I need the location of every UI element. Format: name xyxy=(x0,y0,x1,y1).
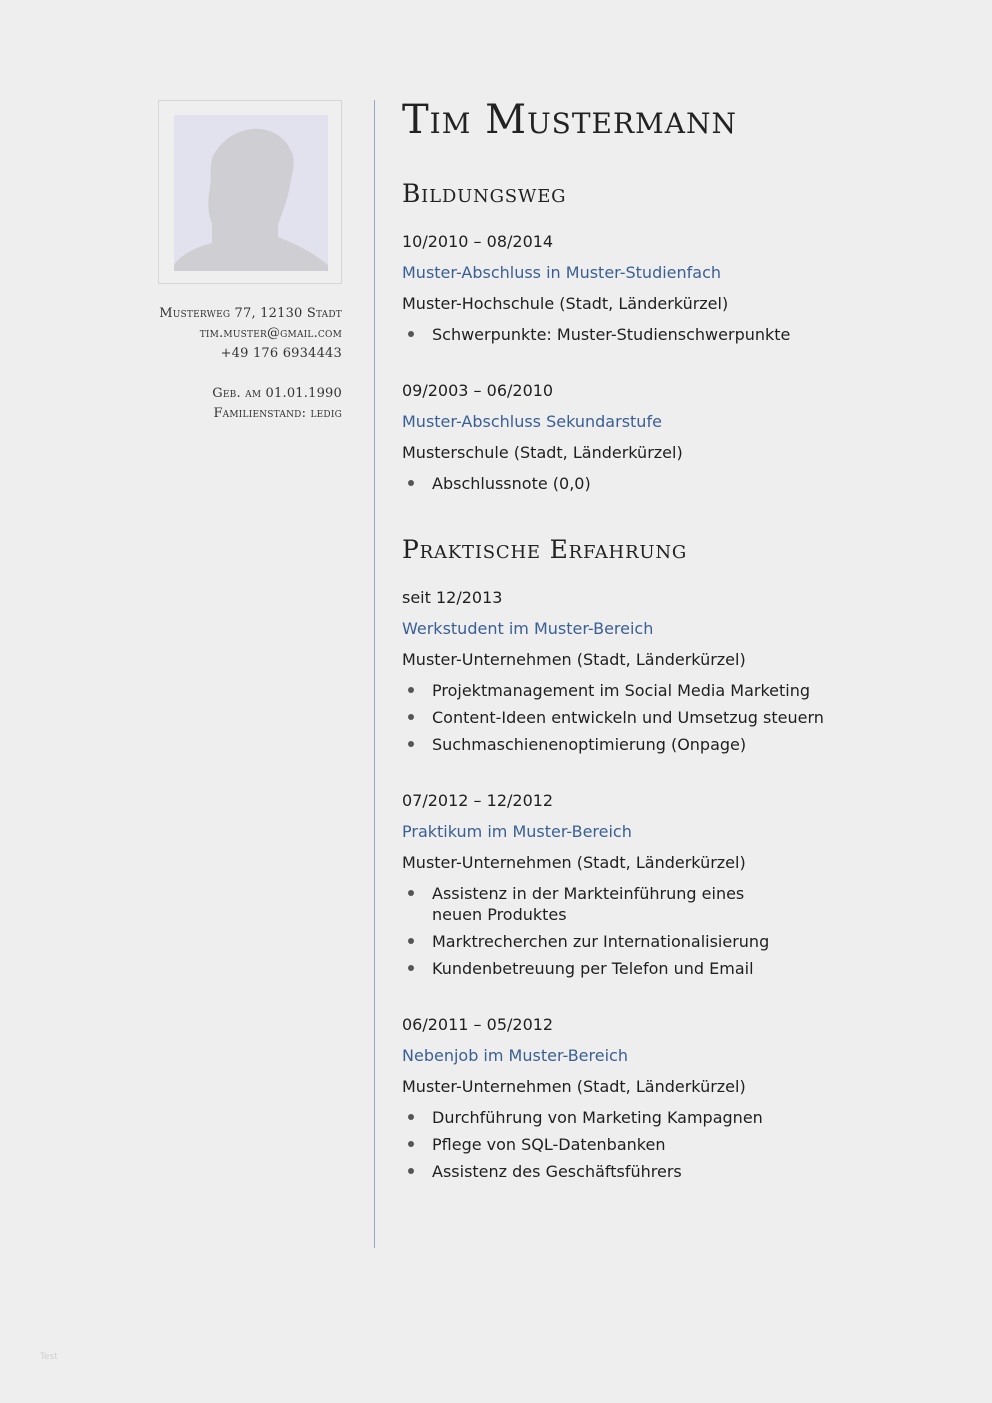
column-divider xyxy=(374,100,375,1248)
entry-organization: Musterschule (Stadt, Länderkürzel) xyxy=(402,443,683,462)
bullet-item: Kundenbetreuung per Telefon und Email xyxy=(402,958,832,979)
bullet-item: Pflege von SQL-Datenbanken xyxy=(402,1134,832,1155)
bullet-item: Schwerpunkte: Muster-Studienschwerpunkte xyxy=(402,324,832,345)
bullet-item: Projektmanagement im Social Media Marketing xyxy=(402,680,832,701)
bullet-item: Content-Ideen entwickeln und Umsetzug steuern xyxy=(402,707,832,728)
experience-entry-3 xyxy=(402,1009,842,1182)
contact-block xyxy=(159,304,342,424)
entry-bullets xyxy=(402,680,842,755)
phone-text: +49 176 6934443 xyxy=(220,346,342,361)
entry-role: Praktikum im Muster-Bereich xyxy=(402,822,632,841)
entry-role: Muster-Abschluss Sekundarstufe xyxy=(402,412,662,431)
cv-name: Tim Mustermann xyxy=(402,97,737,143)
education-entry-1 xyxy=(402,226,842,345)
bullet-item: Suchmaschienenoptimierung (Onpage) xyxy=(402,734,832,755)
entry-organization: Muster-Unternehmen (Stadt, Länderkürzel) xyxy=(402,650,746,669)
entry-bullets xyxy=(402,1107,842,1182)
entry-role: Nebenjob im Muster-Bereich xyxy=(402,1046,628,1065)
address-text: Musterweg 77, 12130 Stadt xyxy=(159,306,342,321)
entry-role: Muster-Abschluss in Muster-Studienfach xyxy=(402,263,722,282)
person-silhouette-icon xyxy=(174,115,328,271)
entry-date: 09/2003 – 06/2010 xyxy=(402,381,554,400)
education-entry-2 xyxy=(402,375,842,494)
birthdate-text: Geb. am 01.01.1990 xyxy=(212,386,342,401)
entry-role: Werkstudent im Muster-Bereich xyxy=(402,619,654,638)
bullet-item: Durchführung von Marketing Kampagnen xyxy=(402,1107,832,1128)
profile-photo xyxy=(174,115,328,271)
entry-bullets xyxy=(402,883,842,979)
marital-status-text: Familienstand: ledig xyxy=(213,406,342,421)
entry-date: seit 12/2013 xyxy=(402,588,503,607)
experience-entry-2 xyxy=(402,785,842,979)
experience-entry-1 xyxy=(402,582,842,755)
entry-date: 10/2010 – 08/2014 xyxy=(402,232,554,251)
entry-date: 07/2012 – 12/2012 xyxy=(402,791,554,810)
entry-organization: Muster-Hochschule (Stadt, Länderkürzel) xyxy=(402,294,729,313)
watermark-text: Test xyxy=(40,1352,58,1362)
section-title-experience: Praktische Erfahrung xyxy=(402,535,688,564)
entry-bullets xyxy=(402,324,842,345)
bullet-item: Assistenz des Geschäftsführers xyxy=(402,1161,832,1182)
main-column xyxy=(402,96,842,1188)
profile-photo-frame xyxy=(158,100,342,284)
email-text: tim.muster@gmail.com xyxy=(199,326,342,341)
bullet-item: Abschlussnote (0,0) xyxy=(402,473,832,494)
bullet-item: Marktrecherchen zur Internationalisierung xyxy=(402,931,832,952)
entry-date: 06/2011 – 05/2012 xyxy=(402,1015,554,1034)
bullet-item: Assistenz in der Markteinführung eines neuen Produktes xyxy=(402,883,792,925)
entry-bullets xyxy=(402,473,842,494)
section-title-education: Bildungsweg xyxy=(402,179,567,208)
entry-organization: Muster-Unternehmen (Stadt, Länderkürzel) xyxy=(402,1077,746,1096)
entry-organization: Muster-Unternehmen (Stadt, Länderkürzel) xyxy=(402,853,746,872)
